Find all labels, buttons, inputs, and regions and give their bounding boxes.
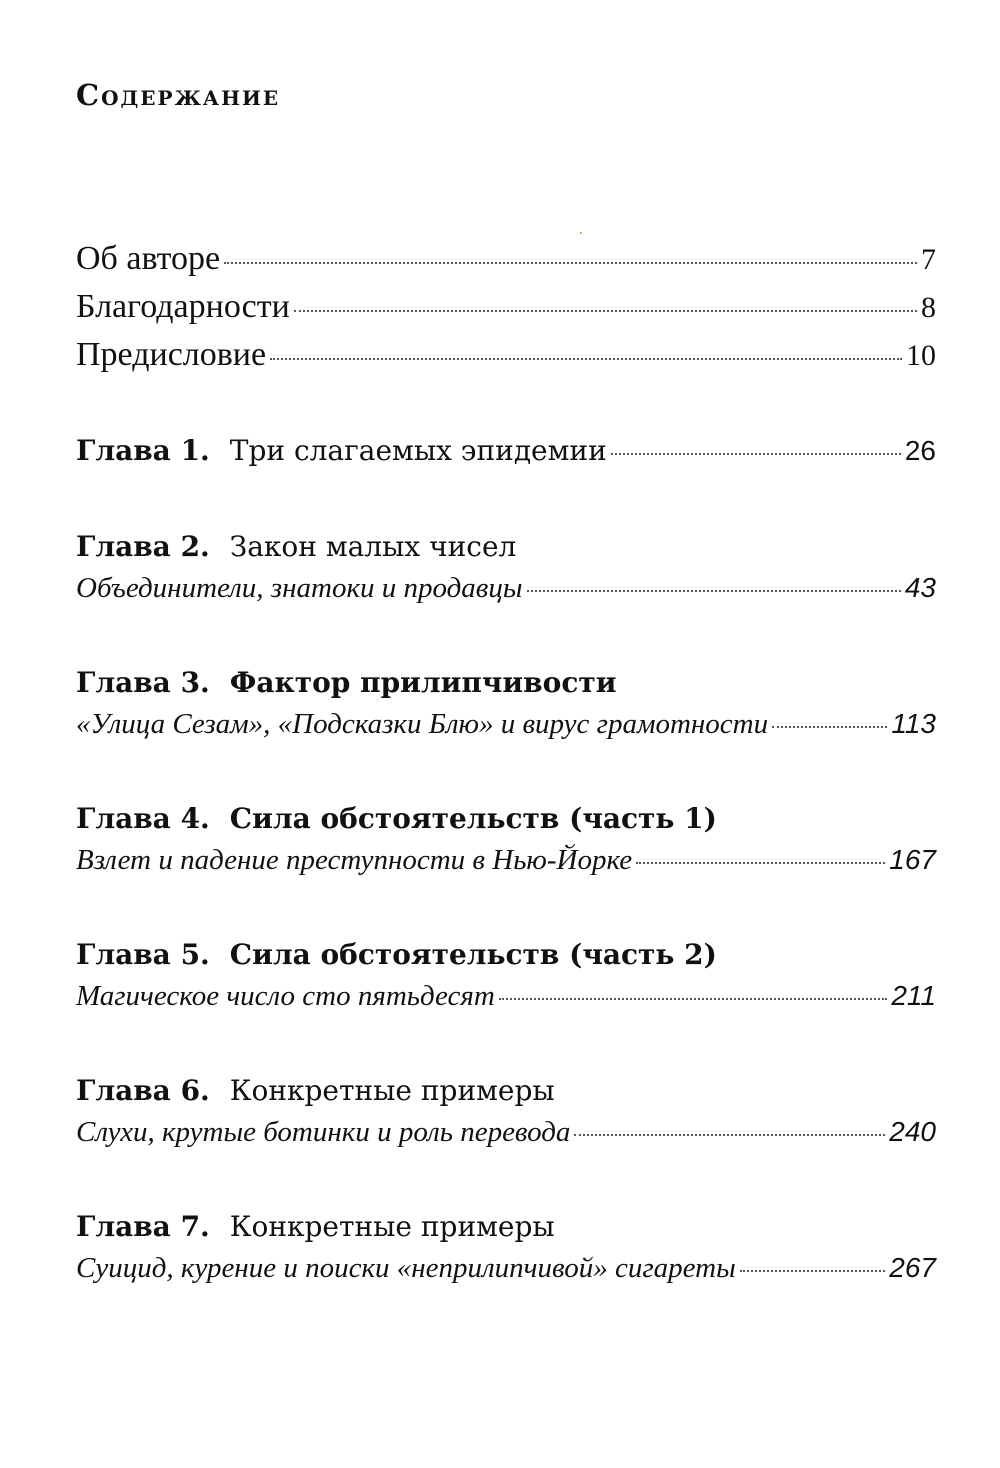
chapter-heading-2[interactable] [76, 530, 936, 563]
chapter-subtitle: Взлет и падение преступности в Нью-Йорке [76, 844, 633, 876]
toc-page-number: 43 [904, 572, 936, 603]
toc-entry-chapter-5[interactable] [76, 980, 936, 1013]
dot-leader [224, 262, 917, 264]
toc-entry-chapter-4[interactable] [76, 844, 936, 877]
chapter-subtitle: Суицид, курение и поиски «неприлипчивой» сигареты [76, 1252, 736, 1284]
chapter-heading-4[interactable] [76, 802, 936, 835]
chapter-number: Глава 4. [76, 802, 210, 835]
dot-leader [611, 453, 901, 455]
toc-entry-chapter-7[interactable] [76, 1252, 936, 1285]
chapter-title: Закон малых чисел [229, 530, 517, 563]
toc-entry-chapter-6[interactable] [76, 1116, 936, 1149]
dot-leader [294, 310, 917, 312]
chapter-subtitle: Магическое число сто пятьдесят [76, 980, 495, 1012]
chapter-title: Сила обстоятельств (часть 2) [229, 938, 717, 971]
dot-leader [772, 726, 887, 728]
dot-leader [499, 998, 888, 1000]
chapter-title: Конкретные примеры [229, 1210, 555, 1243]
toc-entry-acknowledgements[interactable] [76, 288, 936, 326]
chapter-title: Три слагаемых эпидемии [229, 434, 607, 467]
chapter-title: Сила обстоятельств (часть 1) [229, 802, 717, 835]
dot-leader [740, 1270, 886, 1272]
toc-entry-chapter-1[interactable] [76, 434, 936, 467]
page-title: Содержание [76, 78, 281, 112]
chapter-heading-3[interactable] [76, 666, 936, 699]
dot-leader [574, 1134, 885, 1136]
dot-leader [527, 590, 901, 592]
print-speck [580, 232, 582, 234]
chapter-number: Глава 2. [76, 530, 210, 563]
toc-page-number: 240 [889, 1116, 936, 1147]
chapter-number: Глава 3. [76, 666, 210, 699]
chapter-title: Фактор прилипчивости [229, 666, 617, 699]
chapter-number: Глава 5. [76, 938, 210, 971]
toc-entry-title: Об авторе [76, 240, 221, 277]
chapter-heading-7[interactable] [76, 1210, 936, 1243]
chapter-subtitle: «Улица Сезам», «Подсказки Блю» и вирус грамотности [76, 708, 769, 740]
toc-page-number: 267 [889, 1252, 936, 1283]
toc-page-number: 7 [921, 243, 936, 276]
toc-entry-chapter-3[interactable] [76, 708, 936, 741]
chapter-heading-5[interactable] [76, 938, 936, 971]
chapter-title: Конкретные примеры [229, 1074, 555, 1107]
toc-entry-about-author[interactable] [76, 240, 936, 278]
chapter-number: Глава 6. [76, 1074, 210, 1107]
toc-entry-title: Благодарности [76, 288, 290, 325]
chapter-heading-6[interactable] [76, 1074, 936, 1107]
toc-page-number: 8 [921, 291, 936, 324]
toc-page-number: 167 [889, 844, 936, 875]
chapter-subtitle: Слухи, крутые ботинки и роль перевода [76, 1116, 571, 1148]
toc-entry-title: Предисловие [76, 336, 267, 373]
toc-page-number: 10 [906, 339, 936, 372]
toc-page-number: 211 [891, 980, 936, 1011]
toc-page-number: 113 [891, 708, 936, 739]
toc-entry-chapter-2[interactable] [76, 572, 936, 605]
dot-leader [636, 862, 885, 864]
chapter-subtitle: Объединители, знатоки и продавцы [76, 572, 523, 604]
toc-entry-preface[interactable] [76, 336, 936, 374]
dot-leader [270, 358, 902, 360]
chapter-number: Глава 1. [76, 434, 210, 467]
toc-page-number: 26 [904, 435, 936, 466]
chapter-number: Глава 7. [76, 1210, 210, 1243]
